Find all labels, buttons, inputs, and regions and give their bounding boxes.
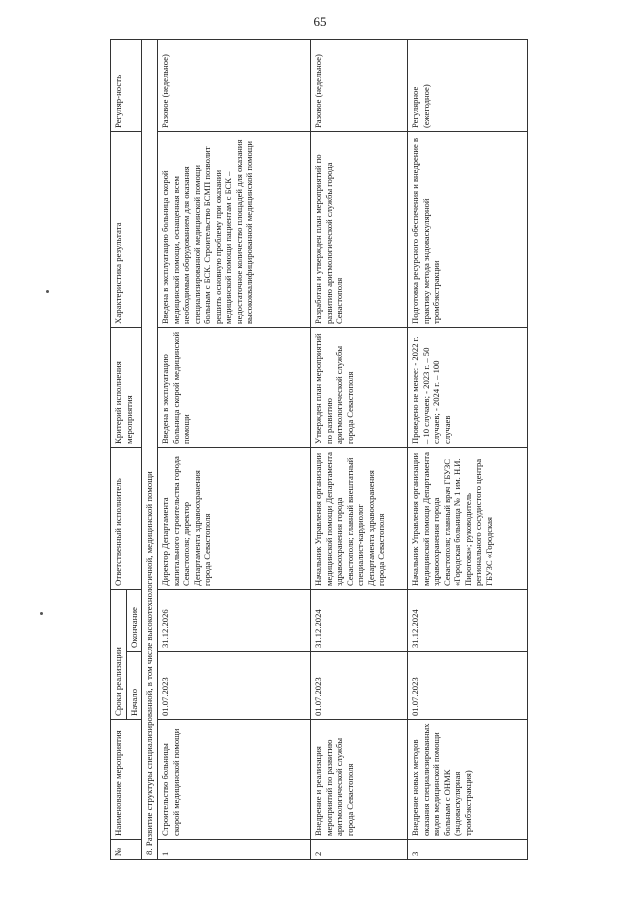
row-num: 3 xyxy=(408,840,528,860)
row-responsible: Начальник Управления организации медицинской помощи Департамента здравоохранения города Севастополя; главный внештатный специалист-кардиолог Департамента здравоохранения города Севастополя xyxy=(311,448,408,590)
row-start: 01.07.2023 xyxy=(408,652,528,720)
row-end: 31.12.2024 xyxy=(408,590,528,652)
header-period: Сроки реализации xyxy=(111,590,127,720)
row-num: 2 xyxy=(311,840,408,860)
row-start: 01.07.2023 xyxy=(158,652,311,720)
header-name: Наименование мероприятия xyxy=(111,720,142,840)
table-row xyxy=(408,40,528,860)
activity-table xyxy=(110,39,528,860)
row-result: Разработан и утвержден план мероприятий по развитию аритмологической службы города Севастополя xyxy=(311,132,408,328)
row-start: 01.07.2023 xyxy=(311,652,408,720)
row-result: Введена в эксплуатацию больница скорой медицинской помощи, оснащенная всем необходимым оборудованием для оказания специализированной медицинской помощи больным с БСК. Строительство БСМП позволит решить основную проблему при оказании медицинской помощи пациентам с БСК – недостаточное количество площадей для оказания высококвалифицированной медицинской помощи xyxy=(158,132,311,328)
row-regularity: Разовое (недельное) xyxy=(158,40,311,132)
table-row xyxy=(158,40,311,860)
row-criterion: Введена в эксплуатацию больница скорой медицинской помощи xyxy=(158,328,311,448)
header-start: Начало xyxy=(126,652,142,720)
row-end: 31.12.2024 xyxy=(311,590,408,652)
row-end: 31.12.2026 xyxy=(158,590,311,652)
table-row xyxy=(311,40,408,860)
page-number: 65 xyxy=(313,14,327,29)
row-responsible: Начальник Управления организации медицинской помощи Департамента здравоохранения города Севастополя; главный врач ГБУЗС «Городская больница № 1 им. Н.И. Пирогова»; руководитель регионального сосудистого центра ГБУЗС «Городская xyxy=(408,448,528,590)
row-responsible: Директор Департамента капитального строительства города Севастополя; директор Департамента здравоохранения города Севастополя xyxy=(158,448,311,590)
row-name: Внедрение и реализация мероприятий по развитию аритмологической службы города Севастополя xyxy=(311,720,408,840)
scan-speck xyxy=(46,290,49,293)
header-responsible: Ответственный исполнитель xyxy=(111,448,142,590)
header-result: Характеристика результата xyxy=(111,132,142,328)
scan-speck xyxy=(40,612,43,615)
rotated-table-container xyxy=(110,40,510,860)
row-criterion: Утвержден план мероприятий по развитию аритмологической службы города Севастополя xyxy=(311,328,408,448)
section-title: 8. Развитие структуры специализированной, в том числе высокотехнологичной, медицинской помощи xyxy=(142,40,158,860)
row-criterion: Проведено не менее: - 2022 г. – 10 случаев; - 2023 г. – 50 случаев; - 2024 г. – 100 случаев xyxy=(408,328,528,448)
row-name: Строительство больницы скорой медицинской помощи xyxy=(158,720,311,840)
header-row xyxy=(111,40,127,860)
header-end: Окончание xyxy=(126,590,142,652)
row-regularity: Разовое (недельное) xyxy=(311,40,408,132)
row-regularity: Регулярное (ежегодное) xyxy=(408,40,528,132)
header-regularity: Регуляр-ность xyxy=(111,40,142,132)
header-criterion: Критерий исполнения мероприятия xyxy=(111,328,142,448)
header-num: № xyxy=(111,840,142,860)
row-num: 1 xyxy=(158,840,311,860)
row-result: Подготовка ресурсного обеспечения и внедрение в практику метода эндоваскулярной тромбэкстракции xyxy=(408,132,528,328)
row-name: Внедрение новых методов оказания специализированных видов медицинской помощи больным с ОНМК (эндоваскулярная тромбэкстракция) xyxy=(408,720,528,840)
section-row xyxy=(142,40,158,860)
